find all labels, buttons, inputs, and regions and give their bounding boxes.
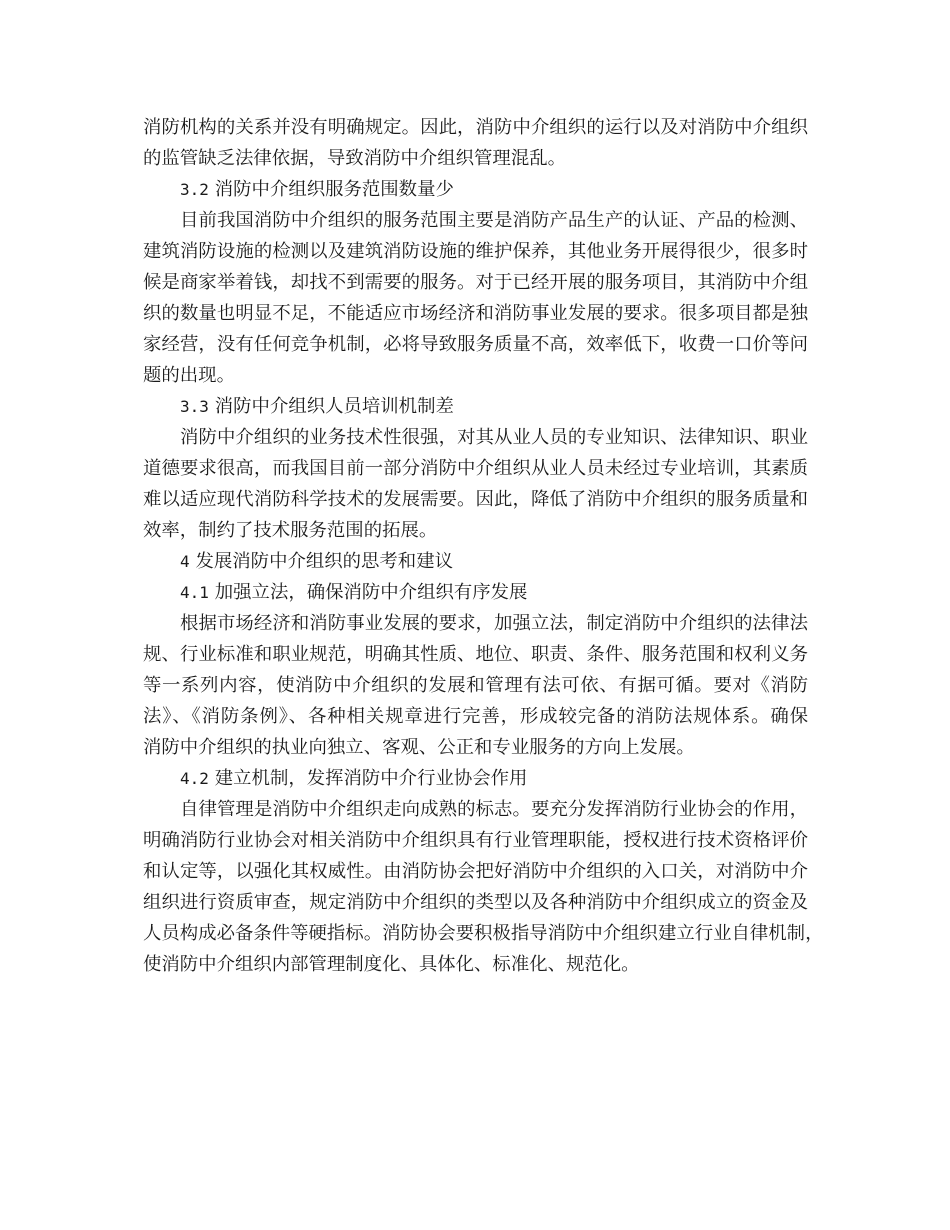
section-title: 消防中介组织人员培训机制差	[214, 396, 454, 417]
section-number: 3.3	[180, 397, 209, 416]
text-line: 自律管理是消防中介组织走向成熟的标志。要充分发挥消防行业协会的作用，	[180, 799, 808, 820]
section-heading-4-2	[143, 763, 808, 794]
section-title: 发展消防中介组织的思考和建议	[195, 551, 453, 572]
text-line: 的监管缺乏法律依据，导致消防中介组织管理混乱。	[143, 148, 566, 169]
text-line: 建筑消防设施的检测以及建筑消防设施的维护保养，其他业务开展得很少，很多时	[143, 241, 808, 262]
text-line: 消防中介组织的业务技术性很强，对其从业人员的专业知识、法律知识、职业	[180, 427, 808, 448]
text-line: 使消防中介组织内部管理制度化、具体化、标准化、规范化。	[143, 954, 640, 975]
section-heading-4	[143, 546, 808, 577]
section-number: 3.2	[180, 180, 209, 199]
section-number: 4.1	[180, 583, 209, 602]
paragraph-3-3	[143, 422, 808, 546]
section-heading-3-3	[143, 391, 808, 422]
text-line: 消防中介组织的执业向独立、客观、公正和专业服务的方向上发展。	[143, 737, 695, 758]
text-line: 候是商家举着钱，却找不到需要的服务。对于已经开展的服务项目，其消防中介组	[143, 272, 808, 293]
text-line: 等一系列内容，使消防中介组织的发展和管理有法可依、有据可循。要对《消防	[143, 675, 808, 696]
paragraph-4-2	[143, 794, 824, 980]
text-line: 效率，制约了技术服务范围的拓展。	[143, 520, 438, 541]
text-line: 根据市场经济和消防事业发展的要求，加强立法，制定消防中介组织的法律法	[180, 613, 808, 634]
section-title: 建立机制，发挥消防中介行业协会作用	[214, 768, 528, 789]
text-line: 和认定等，以强化其权威性。由消防协会把好消防中介组织的入口关，对消防中介	[143, 861, 808, 882]
document-page	[143, 112, 824, 980]
paragraph-continuation	[143, 112, 808, 174]
section-heading-4-1	[143, 577, 808, 608]
section-heading-3-2	[143, 174, 808, 205]
section-title: 消防中介组织服务范围数量少	[214, 179, 454, 200]
text-line: 目前我国消防中介组织的服务范围主要是消防产品生产的认证、产品的检测、	[180, 210, 808, 231]
text-line: 规、行业标准和职业规范，明确其性质、地位、职责、条件、服务范围和权利义务	[143, 644, 808, 665]
text-line: 消防机构的关系并没有明确规定。因此，消防中介组织的运行以及对消防中介组织	[143, 117, 808, 138]
text-line: 法》、《消防条例》、各种相关规章进行完善，形成较完备的消防法规体系。确保	[143, 706, 808, 727]
section-number: 4	[180, 552, 190, 571]
section-title: 加强立法，确保消防中介组织有序发展	[214, 582, 528, 603]
text-line: 织的数量也明显不足，不能适应市场经济和消防事业发展的要求。很多项目都是独	[143, 303, 808, 324]
text-line: 家经营，没有任何竞争机制，必将导致服务质量不高，效率低下，收费一口价等问	[143, 334, 808, 355]
text-line: 难以适应现代消防科学技术的发展需要。因此，降低了消防中介组织的服务质量和	[143, 489, 808, 510]
text-line: 组织进行资质审查，规定消防中介组织的类型以及各种消防中介组织成立的资金及	[143, 892, 808, 913]
text-line: 人员构成必备条件等硬指标。消防协会要积极指导消防中介组织建立行业自律机制，	[143, 923, 824, 944]
text-line: 题的出现。	[143, 365, 235, 386]
section-number: 4.2	[180, 769, 209, 788]
text-line: 道德要求很高，而我国目前一部分消防中介组织从业人员未经过专业培训，其素质	[143, 458, 808, 479]
paragraph-3-2	[143, 205, 808, 391]
paragraph-4-1	[143, 608, 808, 763]
text-line: 明确消防行业协会对相关消防中介组织具有行业管理职能，授权进行技术资格评价	[143, 830, 808, 851]
